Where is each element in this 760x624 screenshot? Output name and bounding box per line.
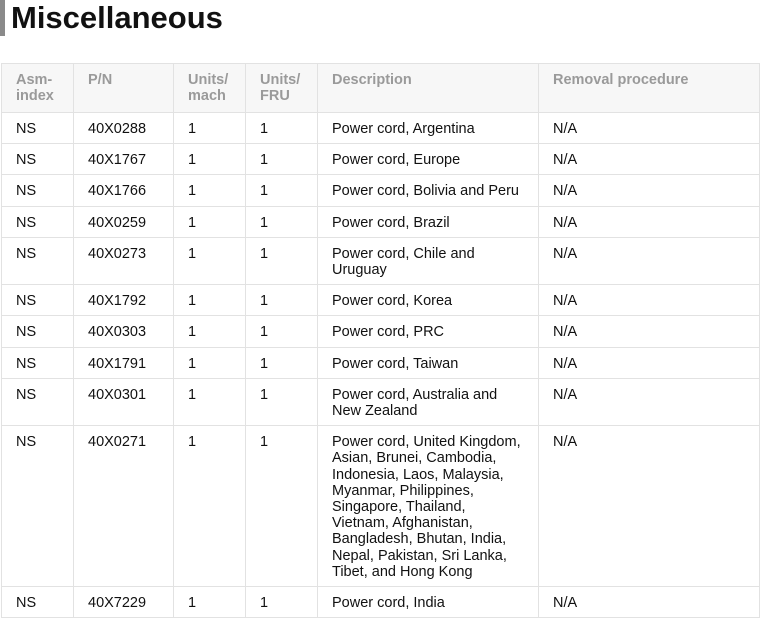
- removal-procedure-cell: N/A: [539, 316, 760, 347]
- asm-index-cell: NS: [2, 587, 74, 618]
- part-number-cell: 40X1792: [74, 285, 174, 316]
- units-per-machine-cell: 1: [174, 426, 246, 587]
- removal-procedure-cell: N/A: [539, 347, 760, 378]
- removal-procedure-cell: N/A: [539, 426, 760, 587]
- table-row: [2, 144, 760, 175]
- units-per-fru-cell: 1: [246, 144, 318, 175]
- asm-index-cell: NS: [2, 113, 74, 144]
- units-per-machine-cell: 1: [174, 206, 246, 237]
- removal-procedure-cell: N/A: [539, 113, 760, 144]
- units-per-fru-cell: 1: [246, 206, 318, 237]
- header-units-per-machine: Units/ mach: [174, 64, 246, 113]
- units-per-machine-cell: 1: [174, 378, 246, 425]
- part-number-cell: 40X0303: [74, 316, 174, 347]
- table-row: [2, 378, 760, 425]
- header-part-number: P/N: [74, 64, 174, 113]
- part-number-cell: 40X1767: [74, 144, 174, 175]
- part-number-cell: 40X7229: [74, 587, 174, 618]
- page-title-bar: [0, 0, 223, 36]
- description-cell: Power cord, Europe: [318, 144, 539, 175]
- parts-table: [1, 63, 760, 618]
- table-row: [2, 237, 760, 284]
- title-accent-bar: [0, 0, 5, 36]
- description-cell: Power cord, Brazil: [318, 206, 539, 237]
- removal-procedure-cell: N/A: [539, 206, 760, 237]
- part-number-cell: 40X0271: [74, 426, 174, 587]
- table-row: [2, 587, 760, 618]
- asm-index-cell: NS: [2, 426, 74, 587]
- units-per-fru-cell: 1: [246, 113, 318, 144]
- part-number-cell: 40X0301: [74, 378, 174, 425]
- removal-procedure-cell: N/A: [539, 144, 760, 175]
- units-per-machine-cell: 1: [174, 113, 246, 144]
- header-asm-index: Asm-index: [2, 64, 74, 113]
- description-cell: Power cord, Australia and New Zealand: [318, 378, 539, 425]
- removal-procedure-cell: N/A: [539, 237, 760, 284]
- asm-index-cell: NS: [2, 347, 74, 378]
- units-per-fru-cell: 1: [246, 316, 318, 347]
- header-removal-procedure: Removal procedure: [539, 64, 760, 113]
- asm-index-cell: NS: [2, 285, 74, 316]
- table-row: [2, 285, 760, 316]
- removal-procedure-cell: N/A: [539, 285, 760, 316]
- units-per-fru-cell: 1: [246, 175, 318, 206]
- units-per-fru-cell: 1: [246, 285, 318, 316]
- description-cell: Power cord, India: [318, 587, 539, 618]
- units-per-fru-cell: 1: [246, 347, 318, 378]
- units-per-fru-cell: 1: [246, 426, 318, 587]
- table-row: [2, 316, 760, 347]
- units-per-machine-cell: 1: [174, 587, 246, 618]
- asm-index-cell: NS: [2, 378, 74, 425]
- part-number-cell: 40X1766: [74, 175, 174, 206]
- description-cell: Power cord, Korea: [318, 285, 539, 316]
- parts-table-header: [2, 64, 760, 113]
- units-per-fru-cell: 1: [246, 378, 318, 425]
- table-row: [2, 426, 760, 587]
- asm-index-cell: NS: [2, 206, 74, 237]
- description-cell: Power cord, Argentina: [318, 113, 539, 144]
- header-row: [2, 64, 760, 113]
- header-units-per-fru: Units/ FRU: [246, 64, 318, 113]
- asm-index-cell: NS: [2, 175, 74, 206]
- removal-procedure-cell: N/A: [539, 175, 760, 206]
- table-row: [2, 347, 760, 378]
- removal-procedure-cell: N/A: [539, 378, 760, 425]
- parts-table-body: [2, 113, 760, 618]
- units-per-machine-cell: 1: [174, 175, 246, 206]
- units-per-machine-cell: 1: [174, 285, 246, 316]
- table-row: [2, 175, 760, 206]
- part-number-cell: 40X0288: [74, 113, 174, 144]
- removal-procedure-cell: N/A: [539, 587, 760, 618]
- units-per-machine-cell: 1: [174, 347, 246, 378]
- header-description: Description: [318, 64, 539, 113]
- table-row: [2, 206, 760, 237]
- part-number-cell: 40X0273: [74, 237, 174, 284]
- asm-index-cell: NS: [2, 316, 74, 347]
- description-cell: Power cord, Bolivia and Peru: [318, 175, 539, 206]
- description-cell: Power cord, Chile and Uruguay: [318, 237, 539, 284]
- units-per-machine-cell: 1: [174, 237, 246, 284]
- part-number-cell: 40X1791: [74, 347, 174, 378]
- table-row: [2, 113, 760, 144]
- description-cell: Power cord, Taiwan: [318, 347, 539, 378]
- description-cell: Power cord, PRC: [318, 316, 539, 347]
- asm-index-cell: NS: [2, 144, 74, 175]
- units-per-machine-cell: 1: [174, 144, 246, 175]
- page-title: Miscellaneous: [11, 0, 223, 35]
- units-per-fru-cell: 1: [246, 237, 318, 284]
- part-number-cell: 40X0259: [74, 206, 174, 237]
- description-cell: Power cord, United Kingdom, Asian, Brunei, Cambodia, Indonesia, Laos, Malaysia, Myanmar, Philippines, Singapore, Thailand, Vietnam, Afghanistan, Bangladesh, Bhutan, India, Nepal, Pakistan, Sri Lanka, Tibet, and Hong Kong: [318, 426, 539, 587]
- asm-index-cell: NS: [2, 237, 74, 284]
- units-per-machine-cell: 1: [174, 316, 246, 347]
- units-per-fru-cell: 1: [246, 587, 318, 618]
